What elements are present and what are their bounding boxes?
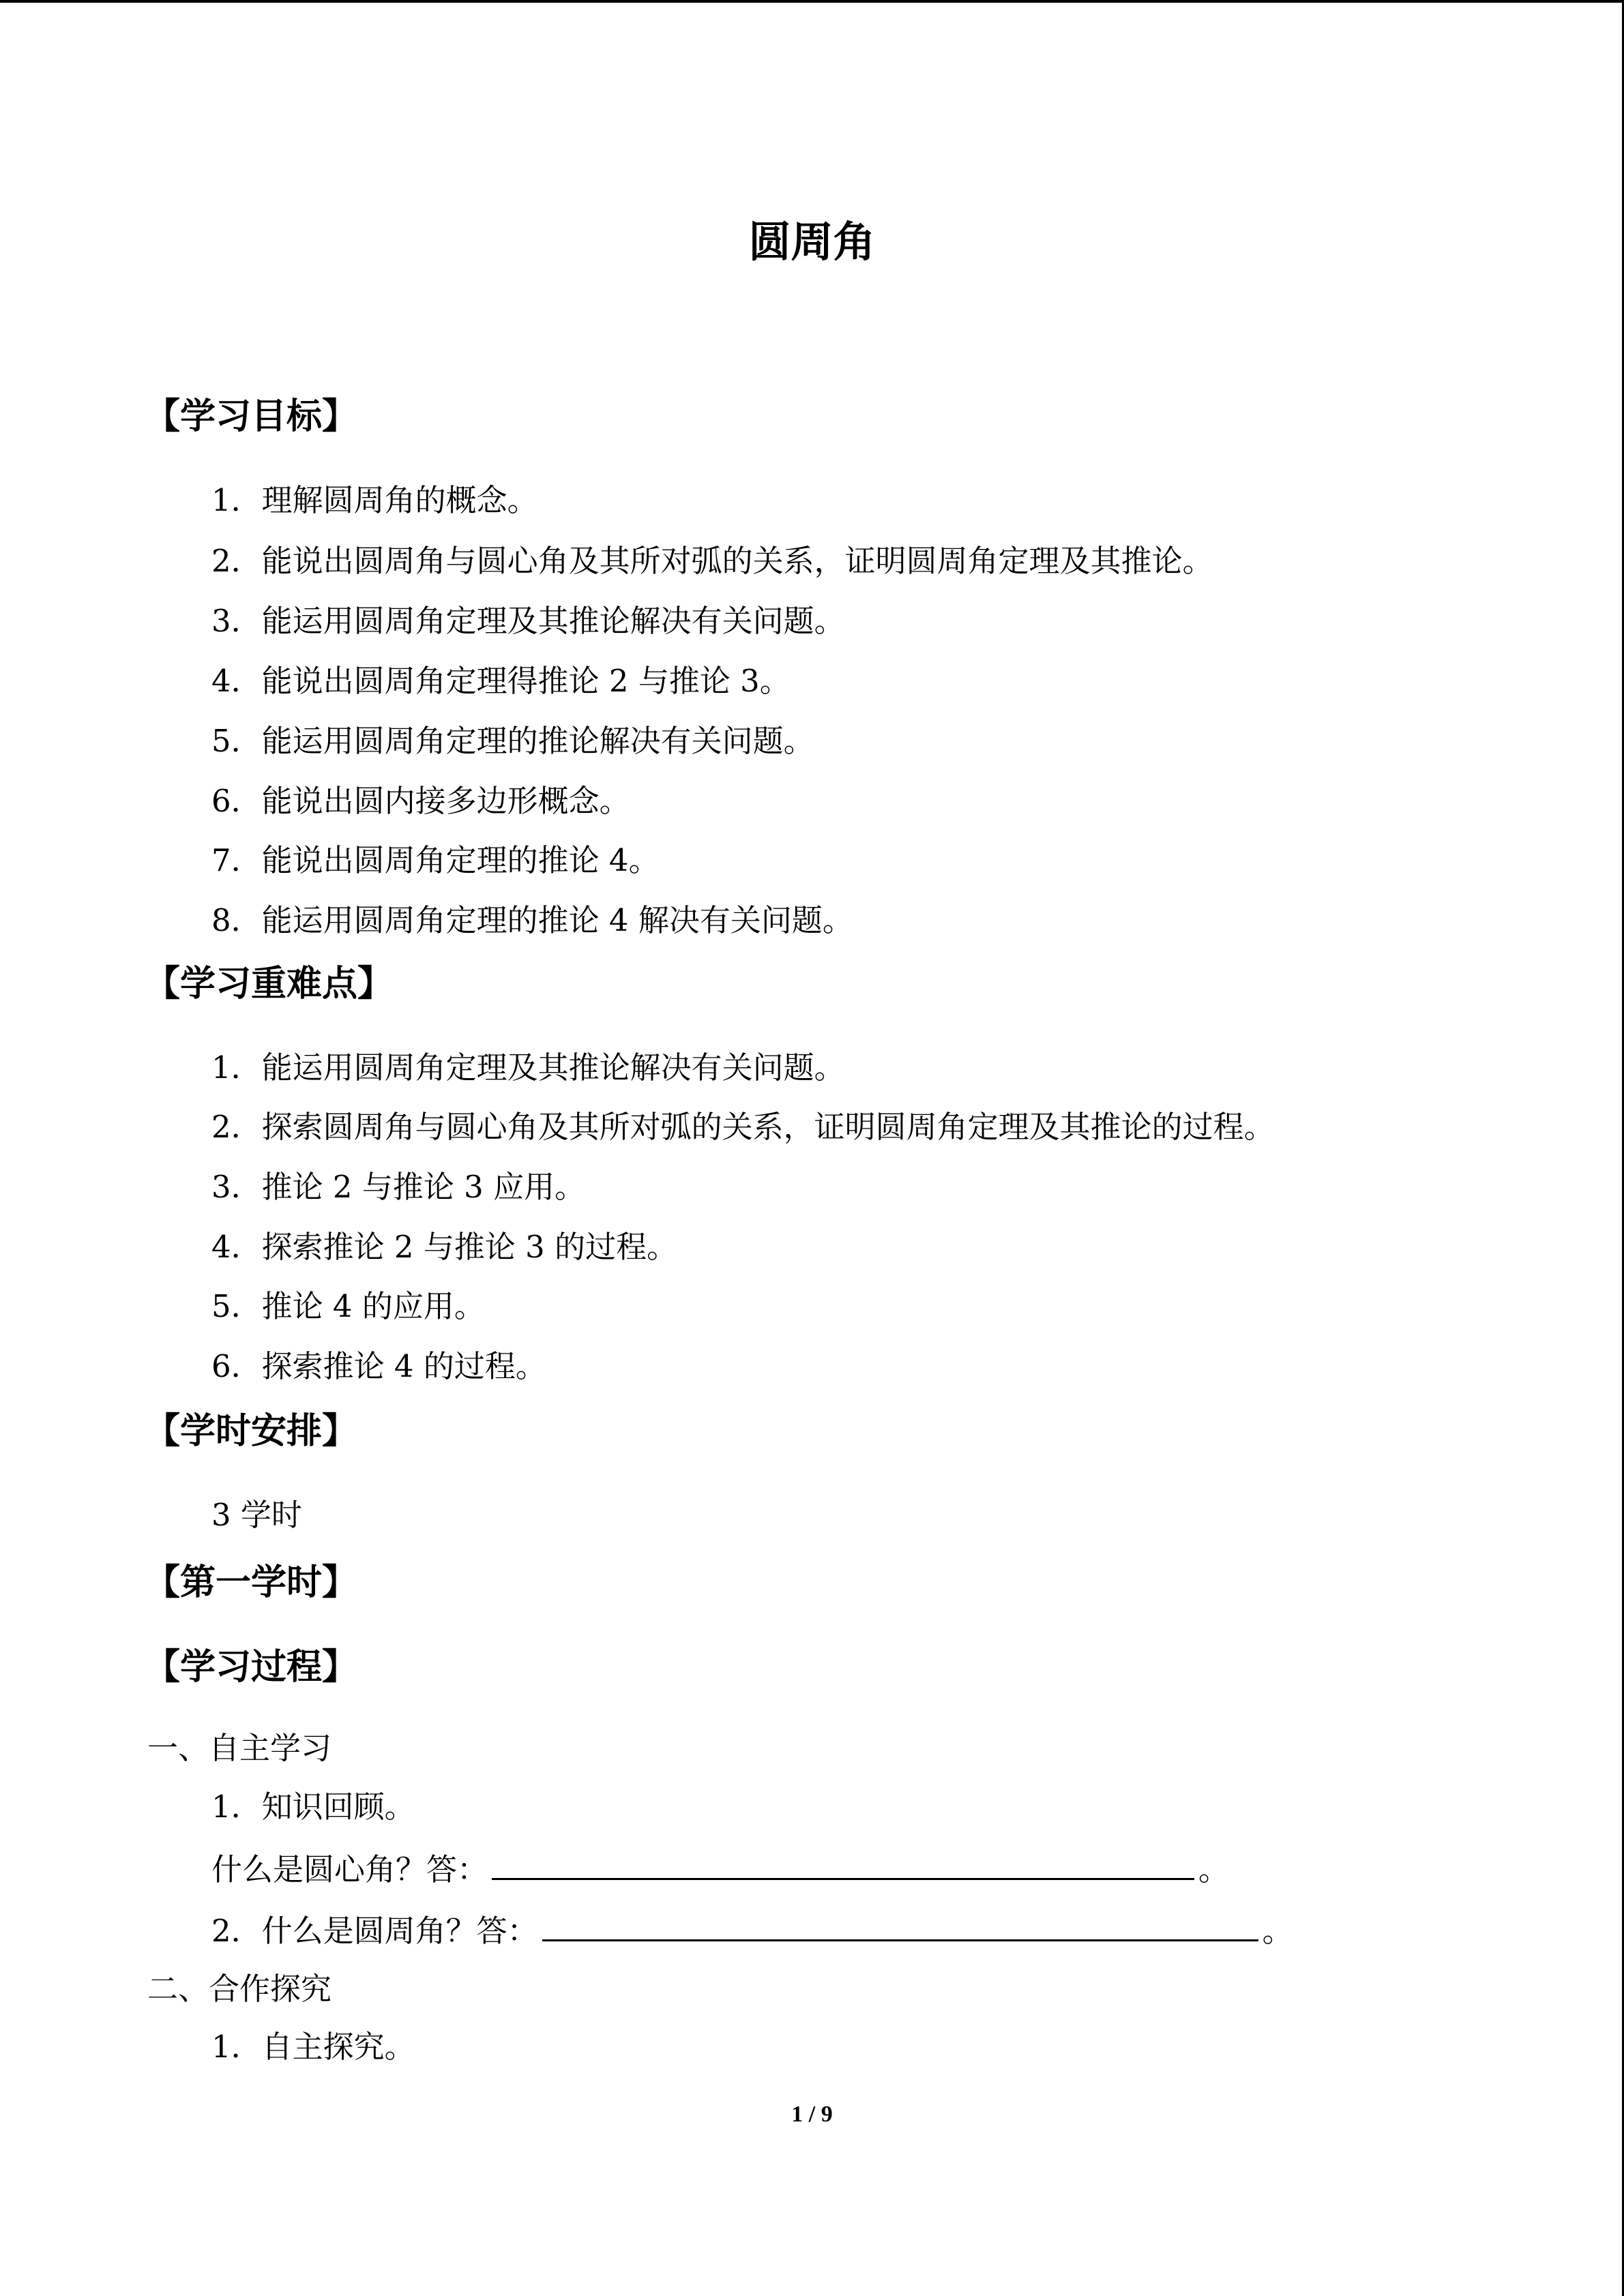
question-1-suffix: 。 xyxy=(1198,1851,1230,1888)
keypoint-item-5: 5．推论 4 的应用。 xyxy=(211,1288,485,1324)
answer-blank-1[interactable] xyxy=(492,1847,1194,1880)
heading-key-points: 【学习重难点】 xyxy=(145,964,394,1004)
heading-learning-process: 【学习过程】 xyxy=(145,1647,358,1688)
question-2-prefix: 2．什么是圆周角？答： xyxy=(211,1913,538,1949)
part-1-title: 一、自主学习 xyxy=(147,1730,332,1766)
goal-item-7: 7．能说出圆周角定理的推论 4。 xyxy=(211,842,660,878)
goal-item-3: 3．能运用圆周角定理及其推论解决有关问题。 xyxy=(211,603,845,639)
question-1 xyxy=(211,1845,1229,1889)
part-2-title: 二、合作探究 xyxy=(147,1971,332,2007)
document-title: 圆周角 xyxy=(748,217,876,267)
goal-item-2: 2．能说出圆周角与圆心角及其所对弧的关系，证明圆周角定理及其推论。 xyxy=(211,543,1213,579)
question-1-prefix: 什么是圆心角？答： xyxy=(211,1851,488,1888)
part-1-item-1: 1．知识回顾。 xyxy=(211,1789,415,1825)
keypoint-item-1: 1．能运用圆周角定理及其推论解决有关问题。 xyxy=(211,1049,845,1086)
answer-blank-2[interactable] xyxy=(542,1909,1258,1941)
goal-item-1: 1．理解圆周角的概念。 xyxy=(211,482,538,518)
keypoint-item-3: 3．推论 2 与推论 3 应用。 xyxy=(211,1169,586,1205)
keypoint-item-2: 2．探索圆周角与圆心角及其所对弧的关系，证明圆周角定理及其推论的过程。 xyxy=(211,1109,1275,1145)
heading-schedule: 【学时安排】 xyxy=(145,1411,358,1452)
goal-item-6: 6．能说出圆内接多边形概念。 xyxy=(211,783,630,819)
part-2-item-1: 1．自主探究。 xyxy=(211,2029,415,2065)
schedule-text: 3 学时 xyxy=(211,1497,302,1533)
keypoint-item-4: 4．探索推论 2 与推论 3 的过程。 xyxy=(211,1229,678,1265)
heading-learning-goals: 【学习目标】 xyxy=(145,396,358,437)
page-number: 1 / 9 xyxy=(791,2102,833,2127)
question-2 xyxy=(211,1906,1293,1950)
heading-period-1: 【第一学时】 xyxy=(145,1562,358,1603)
goal-item-8: 8．能运用圆周角定理的推论 4 解决有关问题。 xyxy=(211,902,853,938)
goal-item-5: 5．能运用圆周角定理的推论解决有关问题。 xyxy=(211,723,814,759)
keypoint-item-6: 6．探索推论 4 的过程。 xyxy=(211,1348,546,1384)
question-2-suffix: 。 xyxy=(1262,1913,1293,1949)
page-border-top xyxy=(0,0,1624,3)
goal-item-4: 4．能说出圆周角定理得推论 2 与推论 3。 xyxy=(211,663,791,699)
